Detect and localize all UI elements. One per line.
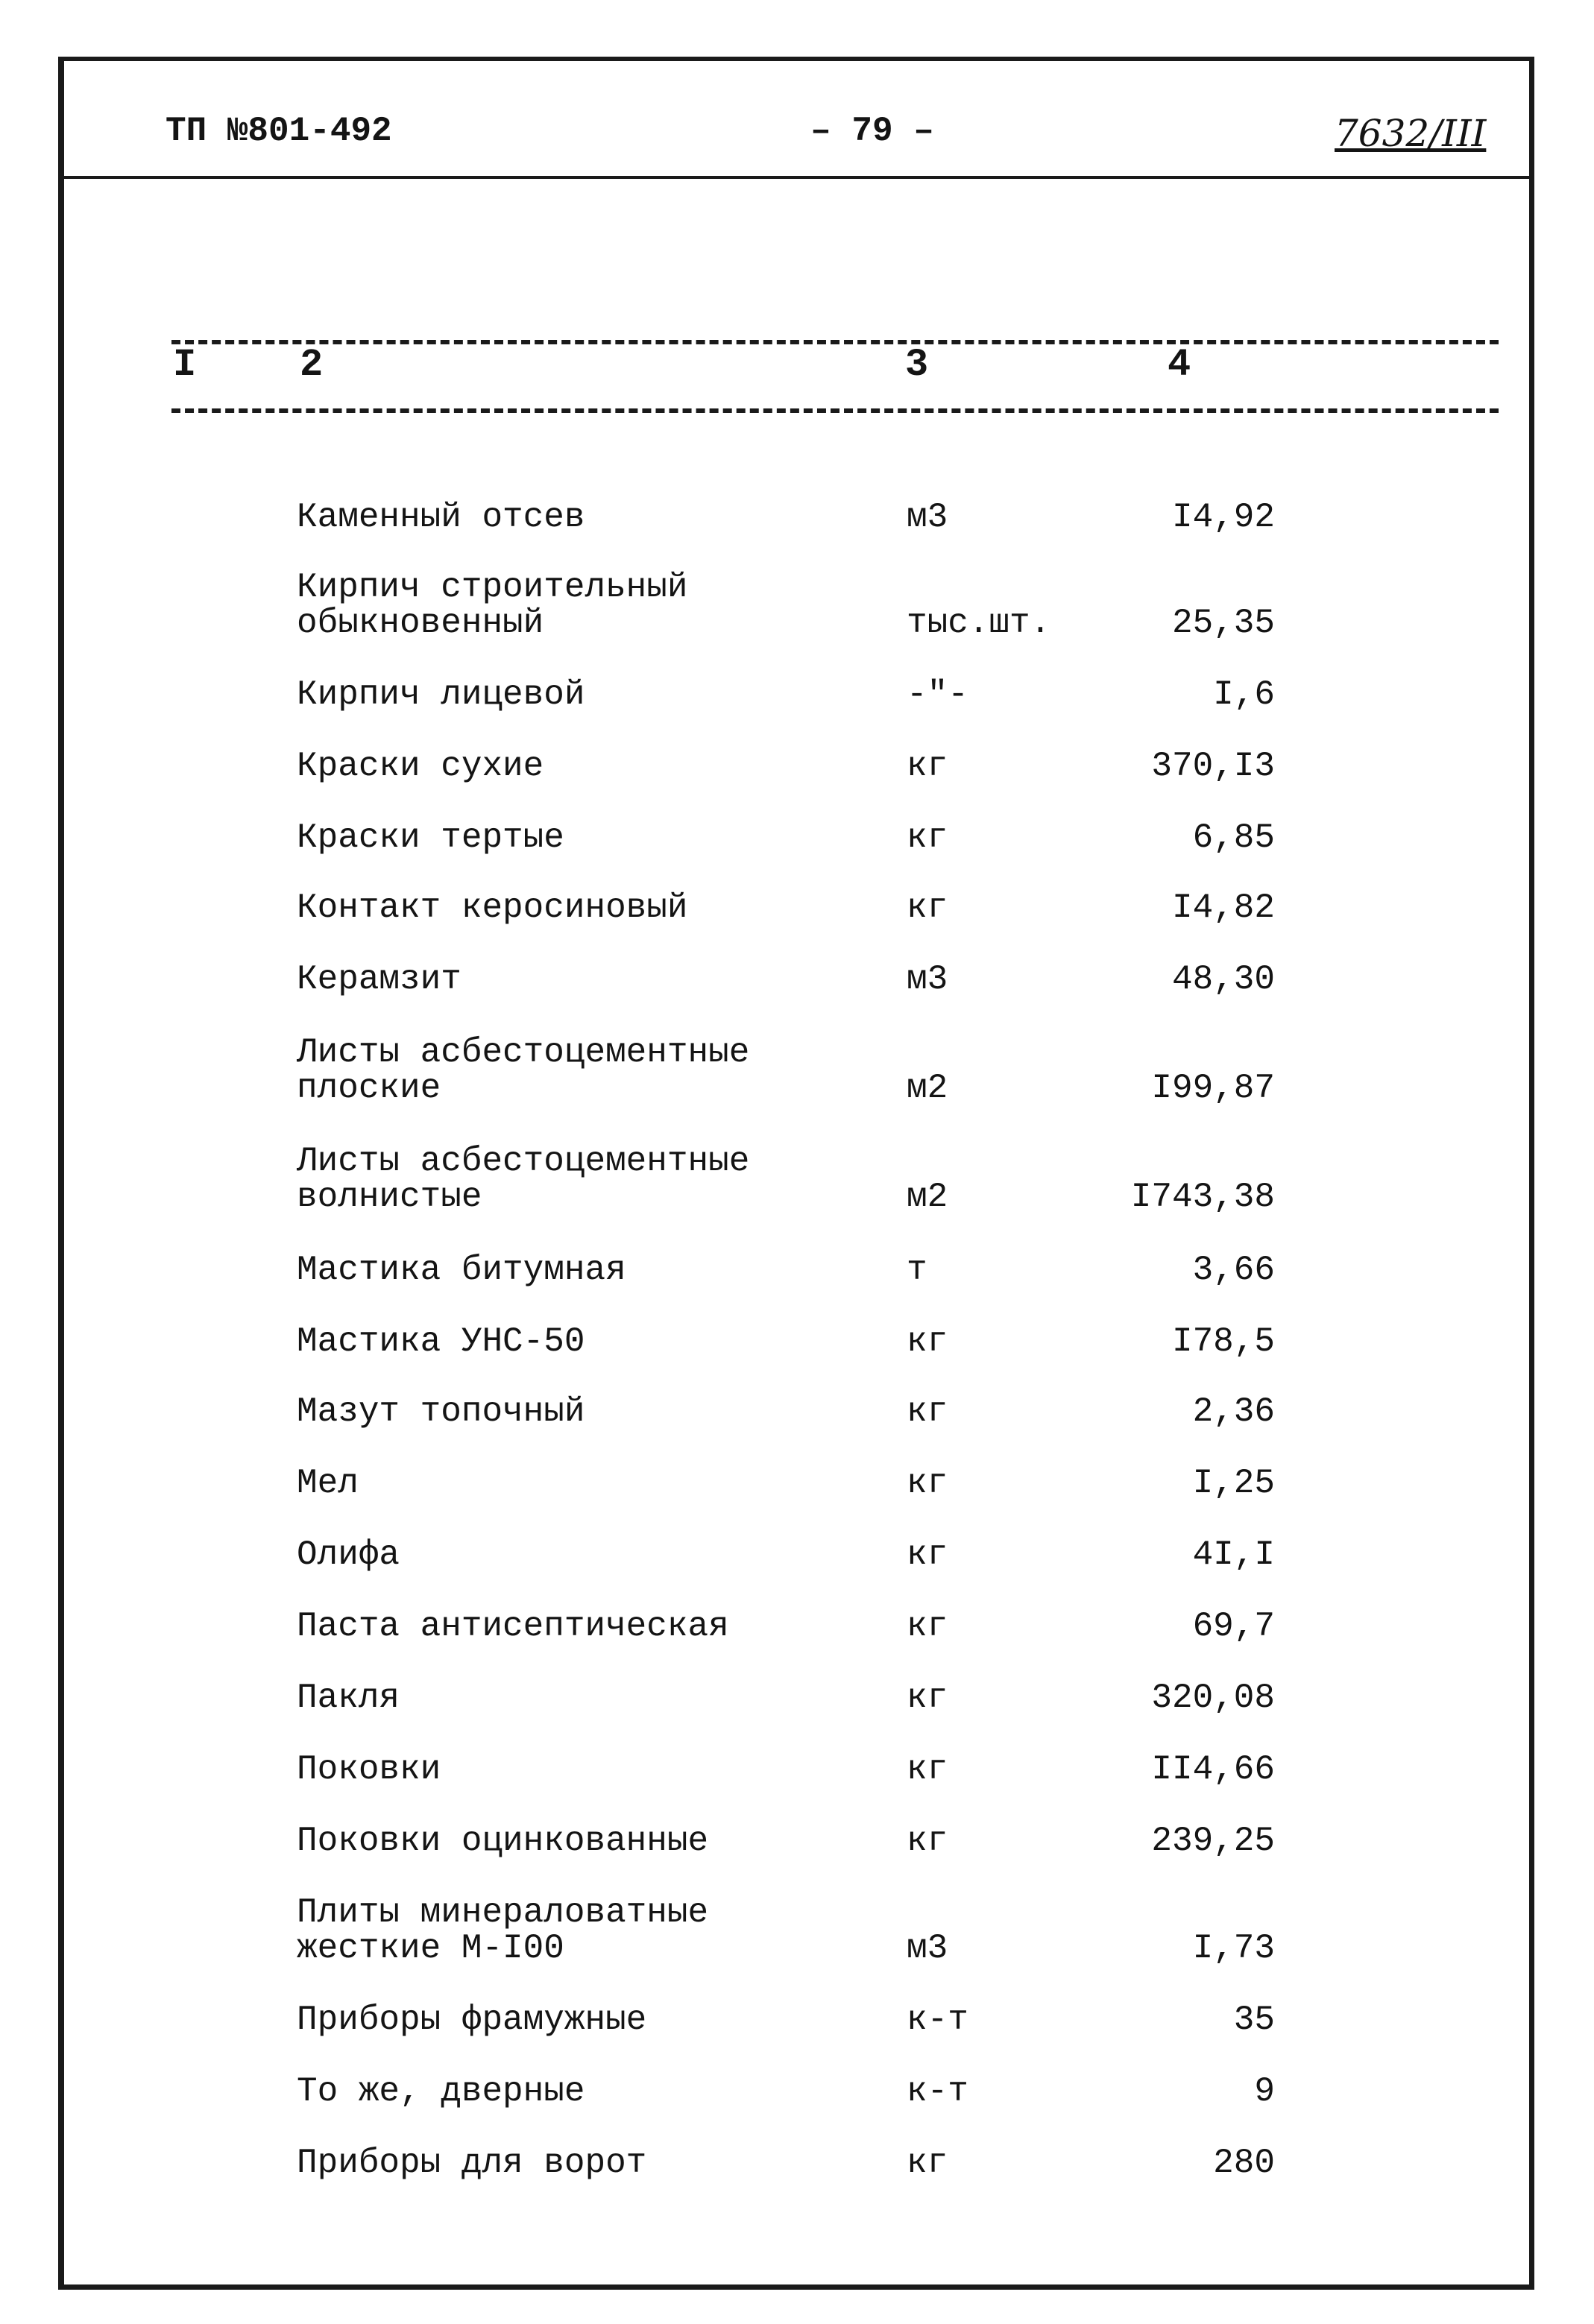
quantity: II4,66 (1151, 1750, 1275, 1789)
material-name (297, 1143, 893, 1215)
unit-of-measure: тыс.шт. (907, 604, 1051, 642)
unit-of-measure: -"- (907, 675, 968, 714)
material-name-line: Поковки оцинкованные (297, 1822, 709, 1860)
material-name (297, 1465, 893, 1501)
quantity: 6,85 (1192, 818, 1275, 857)
material-name-line: Мастика битумная (297, 1251, 626, 1289)
material-name-line: Пакля (297, 1679, 400, 1717)
quantity: I743,38 (1130, 1178, 1275, 1216)
quantity: I99,87 (1151, 1069, 1275, 1108)
material-name (297, 1895, 893, 1966)
material-name (297, 1252, 893, 1288)
material-name-line: Мастика УНС-50 (297, 1322, 585, 1361)
material-name (297, 499, 893, 535)
quantity: I,6 (1213, 675, 1275, 714)
material-name-line: Керамзит (297, 960, 461, 999)
document-code: ТП №801-492 (166, 112, 392, 151)
material-name-line: Олифа (297, 1535, 400, 1574)
quantity: 2,36 (1192, 1392, 1275, 1431)
material-name-line: обыкновенный (297, 604, 544, 642)
quantity: 9 (1254, 2072, 1275, 2111)
material-name (297, 890, 893, 926)
quantity: 25,35 (1171, 604, 1275, 642)
material-name-line: Контакт керосиновый (297, 888, 688, 927)
material-name-line: Мазут топочный (297, 1392, 585, 1431)
material-name-line: Каменный отсев (297, 498, 585, 537)
unit-of-measure: к-т (907, 2072, 968, 2111)
material-name-line: То же, дверные (297, 2072, 585, 2111)
unit-of-measure: кг (907, 888, 948, 927)
material-name (297, 1324, 893, 1360)
unit-of-measure: кг (907, 1822, 948, 1860)
unit-of-measure: кг (907, 1535, 948, 1574)
unit-of-measure: м2 (907, 1178, 948, 1216)
quantity: 280 (1213, 2144, 1275, 2182)
table-header-bottom-dashes (171, 408, 1499, 413)
material-name-line: Плиты минераловатные (297, 1893, 709, 1932)
material-name (297, 2145, 893, 2181)
quantity: 239,25 (1151, 1822, 1275, 1860)
material-name-line: жесткие М-I00 (297, 1929, 564, 1968)
material-name-line: Краски сухие (297, 747, 544, 786)
material-name-line: волнистые (297, 1178, 482, 1216)
unit-of-measure: кг (907, 1464, 948, 1503)
quantity: I,25 (1192, 1464, 1275, 1503)
unit-of-measure: т (907, 1251, 927, 1289)
unit-of-measure: кг (907, 747, 948, 786)
column-number-1: I (173, 343, 197, 387)
unit-of-measure: м3 (907, 1929, 948, 1968)
material-name-line: Листы асбестоцементные (297, 1033, 750, 1072)
quantity: I,73 (1192, 1929, 1275, 1968)
unit-of-measure: кг (907, 2144, 948, 2182)
quantity: 48,30 (1171, 960, 1275, 999)
quantity: 69,7 (1192, 1607, 1275, 1646)
material-name (297, 1035, 893, 1106)
column-number-3: 3 (905, 343, 929, 387)
unit-of-measure: кг (907, 1679, 948, 1717)
material-name (297, 962, 893, 997)
quantity: I78,5 (1171, 1322, 1275, 1361)
quantity: 35 (1233, 2001, 1275, 2039)
quantity: 4I,I (1192, 1535, 1275, 1574)
material-name (297, 748, 893, 784)
material-name-line: Приборы фрамужные (297, 2001, 647, 2039)
table-header-top-dashes (171, 340, 1499, 344)
material-name (297, 2074, 893, 2109)
unit-of-measure: кг (907, 1392, 948, 1431)
unit-of-measure: кг (907, 1322, 948, 1361)
material-name (297, 1823, 893, 1859)
unit-of-measure: кг (907, 1607, 948, 1646)
material-name (297, 1608, 893, 1644)
unit-of-measure: м3 (907, 960, 948, 999)
page-number: – 79 – (810, 112, 934, 151)
material-name-line: Краски тертые (297, 818, 564, 857)
material-name (297, 1394, 893, 1430)
material-name (297, 2002, 893, 2038)
material-name (297, 820, 893, 856)
material-name-line: Поковки (297, 1750, 441, 1789)
quantity: 3,66 (1192, 1251, 1275, 1289)
unit-of-measure: м2 (907, 1069, 948, 1108)
header-divider (63, 176, 1531, 179)
unit-of-measure: к-т (907, 2001, 968, 2039)
quantity: I4,82 (1171, 888, 1275, 927)
material-name-line: плоские (297, 1069, 441, 1108)
material-name (297, 569, 893, 641)
unit-of-measure: м3 (907, 498, 948, 537)
material-name (297, 1752, 893, 1787)
sheet-reference: 7632/III (1335, 112, 1487, 155)
unit-of-measure: кг (907, 1750, 948, 1789)
quantity: 370,I3 (1151, 747, 1275, 786)
column-number-2: 2 (300, 343, 324, 387)
material-name-line: Кирпич строительный (297, 568, 688, 607)
material-name-line: Кирпич лицевой (297, 675, 585, 714)
unit-of-measure: кг (907, 818, 948, 857)
quantity: 320,08 (1151, 1679, 1275, 1717)
material-name-line: Приборы для ворот (297, 2144, 647, 2182)
material-name (297, 1680, 893, 1716)
material-name (297, 677, 893, 713)
material-name-line: Мел (297, 1464, 359, 1503)
material-name-line: Листы асбестоцементные (297, 1142, 750, 1181)
quantity: I4,92 (1171, 498, 1275, 537)
material-name-line: Паста антисептическая (297, 1607, 729, 1646)
material-name (297, 1537, 893, 1573)
column-number-4: 4 (1168, 343, 1191, 387)
